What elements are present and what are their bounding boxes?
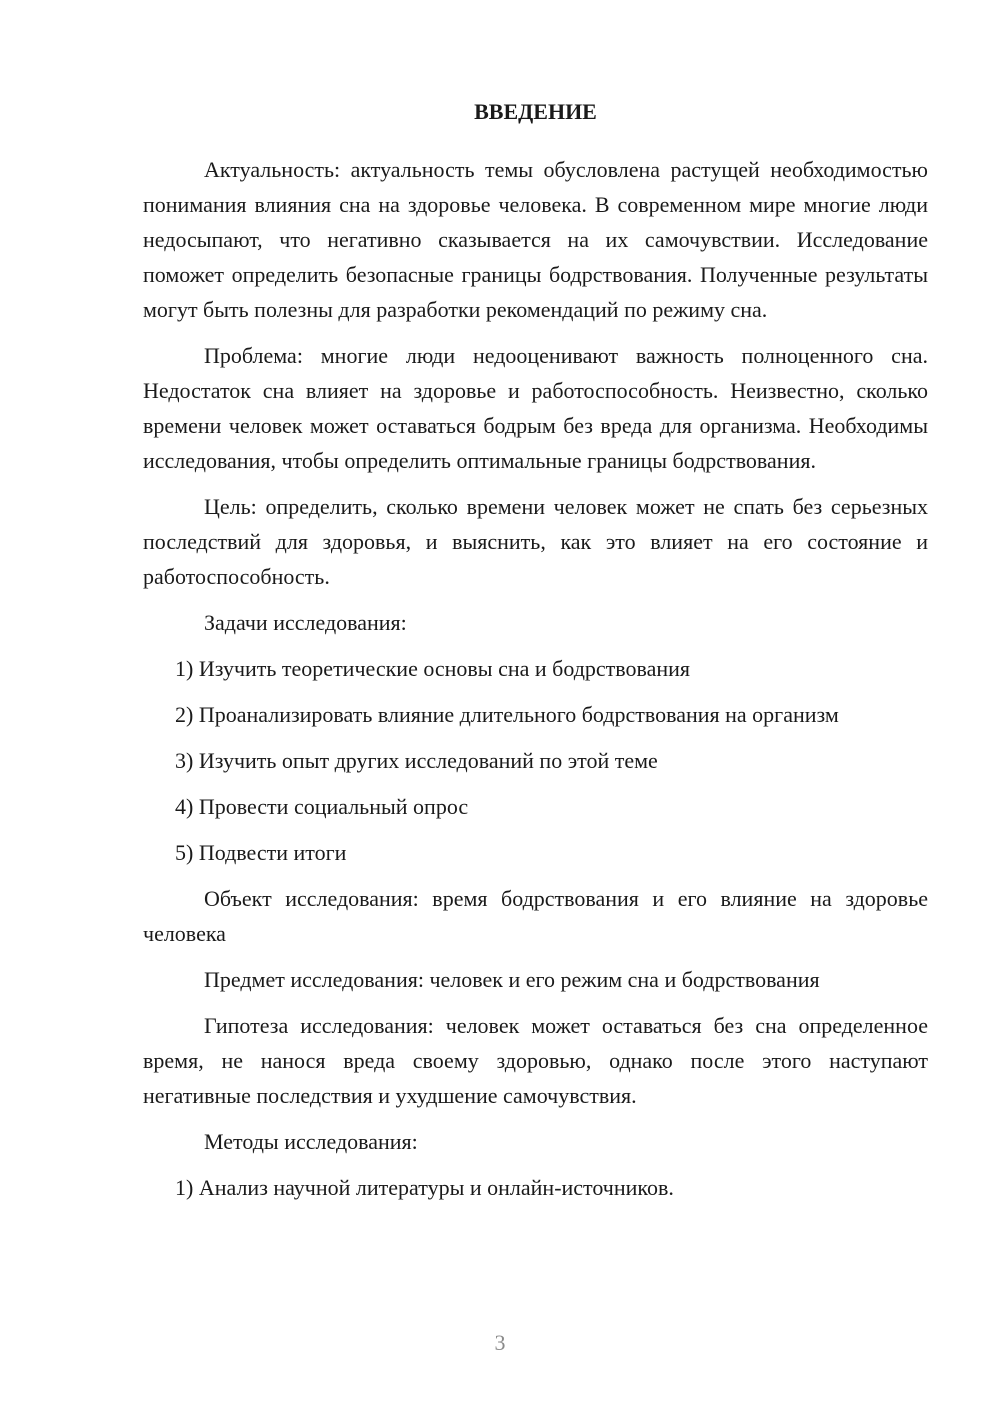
subject-paragraph: Предмет исследования: человек и его режим сна и бодрствования [204, 967, 820, 992]
task-item: 5) Подвести итоги [175, 840, 347, 865]
object-paragraph: Объект исследования: время бодрствования и его влияние на здоровье человека [143, 886, 928, 946]
tasks-heading: Задачи исследования: [204, 610, 407, 635]
task-item: 3) Изучить опыт других исследований по этой теме [175, 748, 658, 773]
relevance-paragraph: Актуальность: актуальность темы обусловлена растущей необходимостью понимания влияния сна на здоровье человека. В современном мире многие люди недосыпают, что негативно сказывается на их самочувствии. Исследование поможет определить безопасные границы бодрствования. Полученные результаты могут быть полезны для разработки рекомендаций по режиму сна. [143, 157, 928, 322]
methods-heading: Методы исследования: [204, 1129, 418, 1154]
problem-paragraph: Проблема: многие люди недооценивают важность полноценного сна. Недостаток сна влияет на здоровье и работоспособность. Неизвестно, сколько времени человек может оставаться бодрым без вреда для организма. Необходимы исследования, чтобы определить оптимальные границы бодрствования. [143, 343, 928, 473]
hypothesis-paragraph: Гипотеза исследования: человек может оставаться без сна определенное время, не нанося вреда своему здоровью, однако после этого наступают негативные последствия и ухудшение самочувствия. [143, 1013, 928, 1108]
document-body [143, 94, 928, 1216]
method-item: 1) Анализ научной литературы и онлайн-источников. [175, 1175, 674, 1200]
task-item: 1) Изучить теоретические основы сна и бодрствования [175, 656, 691, 681]
task-item: 2) Проанализировать влияние длительного бодрствования на организм [175, 702, 839, 727]
page-number: 3 [494, 1330, 506, 1355]
task-item: 4) Провести социальный опрос [175, 794, 469, 819]
goal-paragraph: Цель: определить, сколько времени человек может не спать без серьезных последствий для здоровья, и выяснить, как это влияет на его состояние и работоспособность. [143, 494, 928, 589]
section-title: ВВЕДЕНИЕ [474, 99, 597, 124]
